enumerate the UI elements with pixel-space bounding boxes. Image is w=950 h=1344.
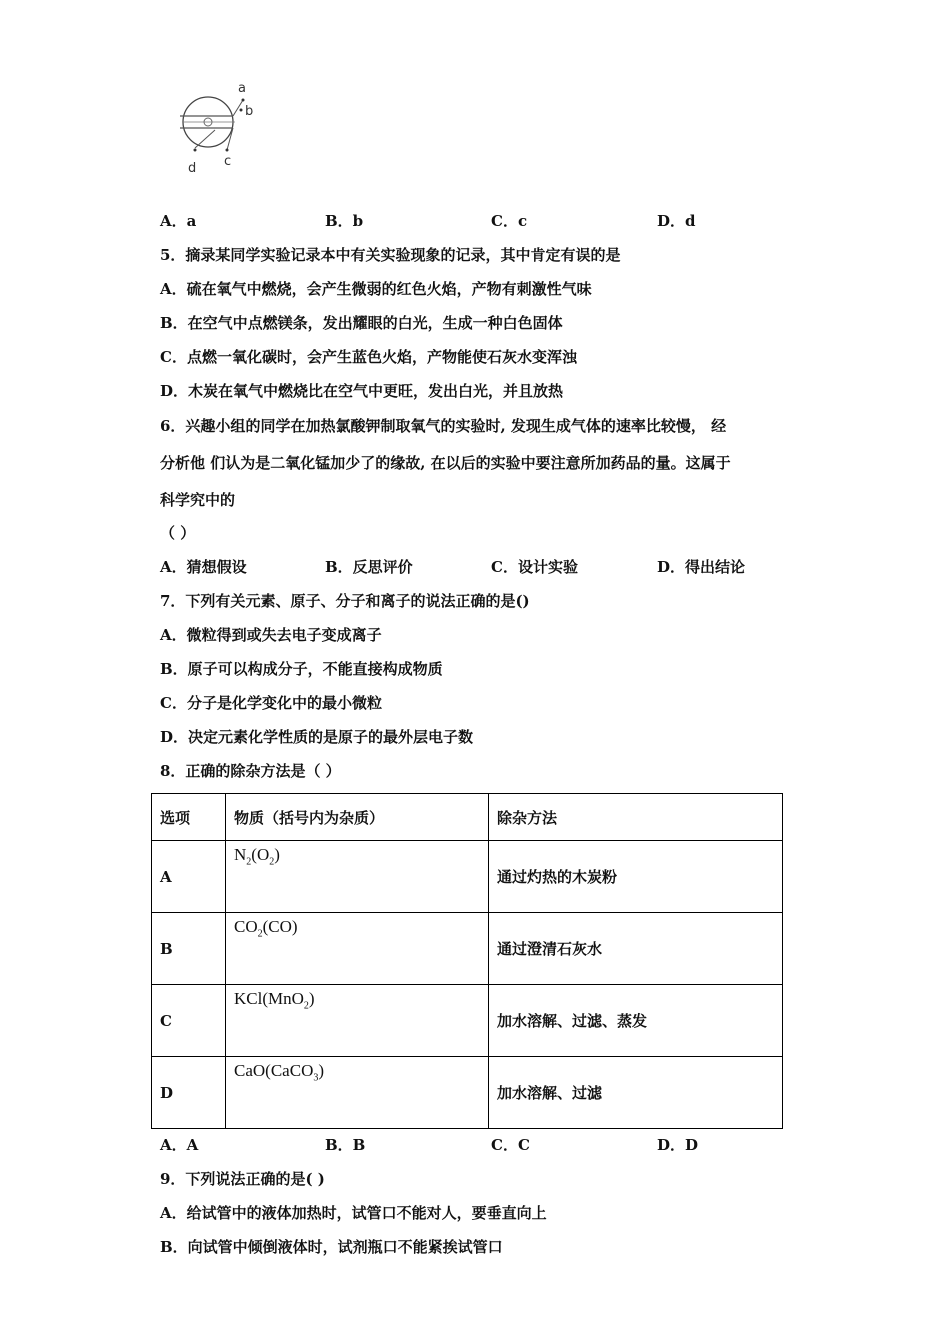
row-substance: CaO(CaCO$_3$): [226, 1057, 489, 1129]
q4-option-d[interactable]: D．d: [657, 212, 696, 230]
q6-stem-line2: 分析他 们认为是二氧化锰加少了的缘故, 在以后的实验中要注意所加药品的量。这属于: [160, 454, 731, 472]
q4-option-c[interactable]: C．c: [491, 212, 528, 230]
table-header-row: [152, 794, 783, 841]
q7-option-b[interactable]: B．原子可以构成分子，不能直接构成物质: [160, 660, 443, 678]
q5-option-c[interactable]: C．点燃一氧化碳时，会产生蓝色火焰，产物能使石灰水变浑浊: [160, 348, 577, 366]
q5-option-a[interactable]: A．硫在氧气中燃烧，会产生微弱的红色火焰，产物有刺激性气味: [160, 280, 592, 298]
table-row: [152, 913, 783, 985]
row-option: C: [152, 985, 226, 1057]
q8-option-a[interactable]: A．A: [160, 1136, 199, 1154]
q9-option-b[interactable]: B．向试管中倾倒液体时，试剂瓶口不能紧挨试管口: [160, 1238, 503, 1256]
row-substance: $CO_2(CO)$: [226, 913, 489, 985]
header-method: 除杂方法: [489, 794, 783, 841]
row-option: A: [152, 841, 226, 913]
header-substance: 物质（括号内为杂质）: [226, 794, 489, 841]
q7-option-a[interactable]: A．微粒得到或失去电子变成离子: [160, 626, 382, 644]
q7-stem: 7．下列有关元素、原子、分子和离子的说法正确的是(): [160, 592, 530, 610]
q6-option-b[interactable]: B．反思评价: [325, 558, 413, 576]
q8-option-c[interactable]: C．C: [491, 1136, 530, 1154]
table-row: [152, 985, 783, 1057]
q8-table: [151, 793, 783, 1129]
q4-option-a[interactable]: A．a: [160, 212, 197, 230]
row-option: D: [152, 1057, 226, 1129]
q9-stem: 9．下列说法正确的是( ): [160, 1170, 325, 1188]
row-method: 通过灼热的木炭粉: [489, 841, 783, 913]
row-option: B: [152, 913, 226, 985]
row-method: 加水溶解、过滤、蒸发: [489, 985, 783, 1057]
header-option: 选项: [152, 794, 226, 841]
row-substance: $N_2(O_2)$: [226, 841, 489, 913]
optics-diagram-figure: [175, 78, 270, 178]
row-method: 通过澄清石灰水: [489, 913, 783, 985]
q8-option-b[interactable]: B．B: [325, 1136, 366, 1154]
q6-option-a[interactable]: A．猜想假设: [160, 558, 247, 576]
q7-option-c[interactable]: C．分子是化学变化中的最小微粒: [160, 694, 382, 712]
q7-option-d[interactable]: D．决定元素化学性质的是原子的最外层电子数: [160, 728, 474, 746]
figure-label-a: a: [238, 81, 246, 96]
q9-option-a[interactable]: A．给试管中的液体加热时，试管口不能对人，要垂直向上: [160, 1204, 547, 1222]
table-row: [152, 1057, 783, 1129]
q4-option-b[interactable]: B．b: [325, 212, 364, 230]
table-row: [152, 841, 783, 913]
q6-stem-line1: 6．兴趣小组的同学在加热氯酸钾制取氧气的实验时, 发现生成气体的速率比较慢， 经: [160, 417, 727, 435]
figure-label-d: d: [188, 161, 197, 176]
q5-option-d[interactable]: D．木炭在氧气中燃烧比在空气中更旺，发出白光，并且放热: [160, 382, 564, 400]
figure-label-c: c: [224, 154, 232, 169]
row-method: 加水溶解、过滤: [489, 1057, 783, 1129]
q6-option-d[interactable]: D．得出结论: [657, 558, 746, 576]
q8-stem: 8．正确的除杂方法是（ ）: [160, 762, 341, 780]
q5-stem: 5．摘录某同学实验记录本中有关实验现象的记录，其中肯定有误的是: [160, 246, 621, 264]
row-substance: KCl(MnO$_2$): [226, 985, 489, 1057]
q6-option-c[interactable]: C．设计实验: [491, 558, 578, 576]
q6-answer-paren: （ ）: [160, 524, 196, 542]
q6-stem-line3: 科学究中的: [160, 491, 236, 509]
figure-label-b: b: [245, 104, 254, 119]
q5-option-b[interactable]: B．在空气中点燃镁条，发出耀眼的白光，生成一种白色固体: [160, 314, 563, 332]
q8-option-d[interactable]: D．D: [657, 1136, 699, 1154]
